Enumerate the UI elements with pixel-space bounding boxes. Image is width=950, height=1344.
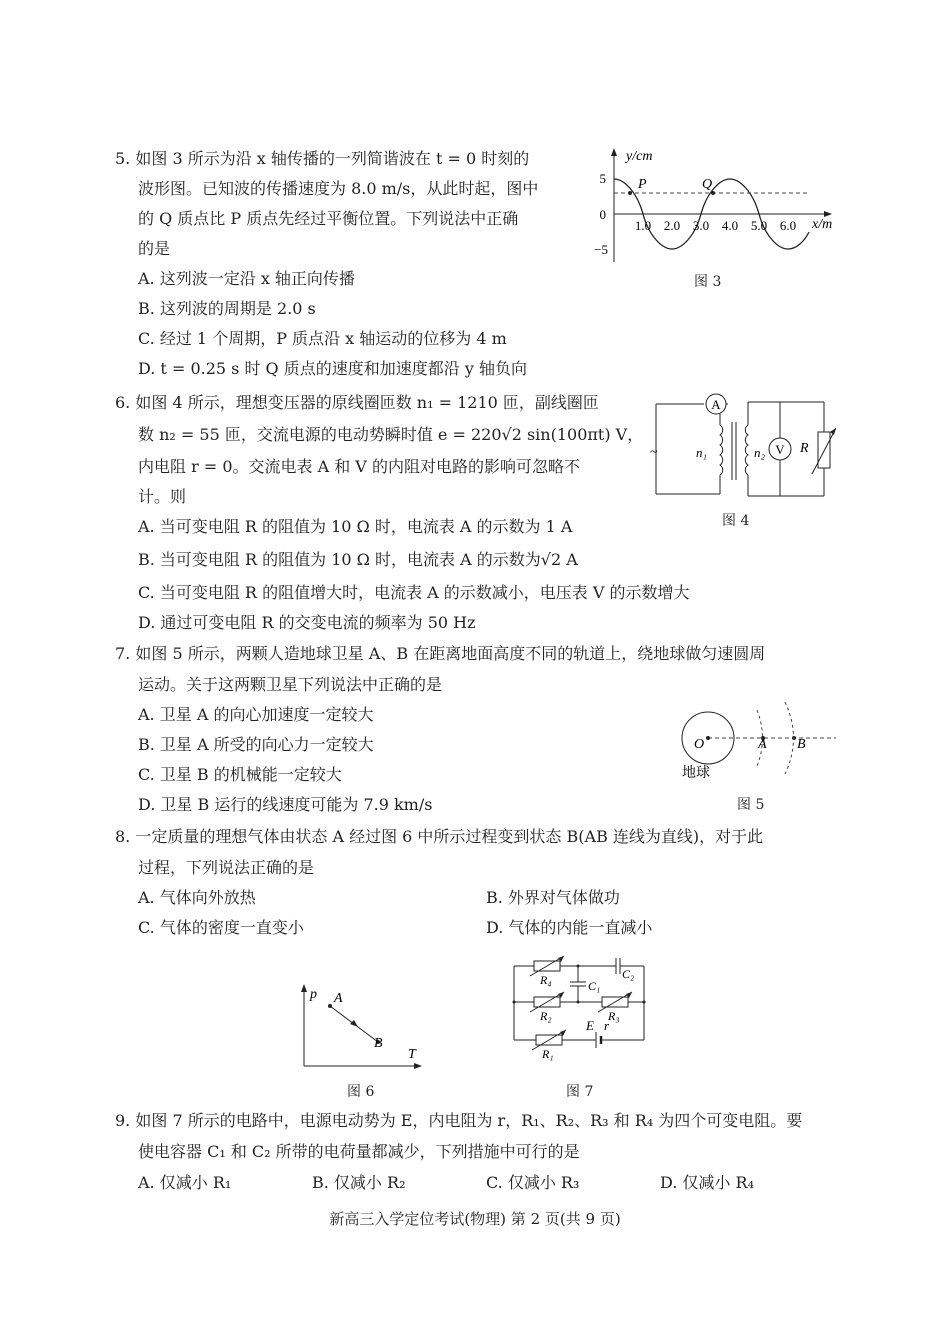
q6-line1: 6. 如图 4 所示，理想变压器的原线圈匝数 n₁ = 1210 匝，副线圈匝 [115, 393, 599, 412]
q6-option-b: B. 当可变电阻 R 的阻值为 10 Ω 时，电流表 A 的示数为√2 A [138, 550, 578, 569]
fig3-ytick-5: 5 [599, 171, 606, 186]
q5-line4: 的是 [138, 239, 171, 258]
fig7-c2-label: C₂ [622, 967, 635, 981]
n1-label: n₁ [696, 445, 708, 460]
fig3-xtick: 4.0 [721, 218, 739, 233]
fig3-ylabel: y/cm [626, 149, 653, 164]
fig6-state-a: A [334, 991, 343, 1006]
q9-line2: 使电容器 C₁ 和 C₂ 所带的电荷量都减少，下列措施中可行的是 [138, 1142, 580, 1161]
q8-option-b: B. 外界对气体做功 [486, 888, 620, 907]
q6-option-a: A. 当可变电阻 R 的阻值为 10 Ω 时，电流表 A 的示数为 1 A [138, 517, 573, 536]
fig3-xtick: 1.0 [634, 218, 652, 233]
q9-option-c: C. 仅减小 R₃ [486, 1173, 580, 1192]
fig5-caption: 图 5 [737, 797, 765, 813]
figure-6-p-t-graph [292, 980, 428, 1070]
fig5-earth-label: 地球 [682, 766, 710, 781]
fig3-point-p: P [638, 177, 647, 192]
q6-option-c: C. 当可变电阻 R 的阻值增大时，电流表 A 的示数减小，电压表 V 的示数增大 [138, 583, 690, 602]
q6-line2: 数 n₂ = 55 匝，交流电源的电动势瞬时值 e = 220√2 sin(100πt) V， [138, 425, 644, 444]
q5-line2: 波形图。已知波的传播速度为 8.0 m/s，从此时起，图中 [138, 179, 539, 198]
q5-line1: 5. 如图 3 所示为沿 x 轴传播的一列简谐波在 t = 0 时刻的 [115, 149, 530, 168]
fig7-r3-label: R₃ [608, 1009, 620, 1023]
page-footer: 新高三入学定位考试(物理) 第 2 页(共 9 页) [329, 1210, 621, 1228]
fig3-xtick: 6.0 [779, 218, 797, 233]
q5-option-d: D. t = 0.25 s 时 Q 质点的速度和加速度都沿 y 轴负向 [138, 359, 527, 378]
fig6-state-b: B [374, 1036, 383, 1051]
q5-option-a: A. 这列波一定沿 x 轴正向传播 [138, 269, 355, 288]
q7-option-c: C. 卫星 B 的机械能一定较大 [138, 765, 342, 784]
figure-3-wave-graph [592, 142, 842, 270]
ac-source-symbol: ~ [650, 445, 658, 460]
fig6-caption: 图 6 [347, 1084, 375, 1100]
fig7-c1-label: C₁ [588, 979, 601, 993]
voltmeter-label: V [775, 442, 785, 457]
q7-option-a: A. 卫星 A 的向心加速度一定较大 [138, 705, 374, 724]
q8-line2: 过程，下列说法正确的是 [138, 858, 315, 877]
fig7-r4-label: R₄ [540, 973, 552, 987]
fig5-center-o: O [694, 737, 705, 752]
figure-7-capacitor-circuit [506, 954, 652, 1066]
fig3-xlabel: x/m [812, 217, 833, 232]
fig3-point-q: Q [702, 177, 713, 192]
fig3-xtick: 3.0 [692, 218, 710, 233]
fig3-xtick: 2.0 [663, 218, 681, 233]
fig6-p-axis: p [310, 987, 317, 1002]
q9-line1: 9. 如图 7 所示的电路中，电源电动势为 E，内电阻为 r，R₁、R₂、R₃ 和 R₄ 为四个可变电阻。要 [115, 1111, 803, 1130]
q8-option-d: D. 气体的内能一直减小 [486, 918, 653, 937]
q5-option-c: C. 经过 1 个周期，P 质点沿 x 轴运动的位移为 4 m [138, 329, 507, 348]
q6-line3: 内电阻 r = 0。交流电表 A 和 V 的内阻对电路的影响可忽略不 [138, 457, 580, 476]
q7-option-d: D. 卫星 B 运行的线速度可能为 7.9 km/s [138, 795, 433, 814]
q7-line1: 7. 如图 5 所示，两颗人造地球卫星 A、B 在距离地面高度不同的轨道上，绕地球做匀速圆周 [115, 644, 766, 663]
fig3-ytick-0: 0 [599, 207, 606, 222]
q8-option-a: A. 气体向外放热 [138, 888, 256, 907]
q5-line3: 的 Q 质点比 P 质点先经过平衡位置。下列说法中正确 [138, 209, 519, 228]
fig7-r1-label: R₁ [542, 1047, 554, 1061]
ammeter-label: A [711, 397, 721, 412]
fig7-internal-r-label: r [604, 1018, 610, 1033]
fig4-caption: 图 4 [722, 513, 750, 529]
fig3-caption: 图 3 [694, 274, 722, 290]
q9-option-a: A. 仅减小 R₁ [138, 1173, 232, 1192]
fig7-caption: 图 7 [566, 1084, 594, 1100]
q8-option-c: C. 气体的密度一直变小 [138, 918, 304, 937]
q7-line2: 运动。关于这两颗卫星下列说法中正确的是 [138, 675, 443, 694]
figure-4-transformer-circuit [646, 390, 836, 500]
q9-option-d: D. 仅减小 R₄ [660, 1173, 754, 1192]
fig5-satellite-a: A [758, 737, 767, 752]
q6-line4: 计。则 [138, 487, 187, 506]
q5-option-b: B. 这列波的周期是 2.0 s [138, 299, 316, 318]
fig3-xtick: 5.0 [750, 218, 768, 233]
fig3-ytick-neg5: −5 [594, 242, 608, 257]
fig6-t-axis: T [408, 1047, 416, 1062]
fig5-satellite-b: B [797, 737, 806, 752]
q7-option-b: B. 卫星 A 所受的向心力一定较大 [138, 735, 374, 754]
fig7-r2-label: R₂ [540, 1009, 552, 1023]
rheostat-label: R [800, 441, 809, 456]
q8-line1: 8. 一定质量的理想气体由状态 A 经过图 6 中所示过程变到状态 B(AB 连线为直线)，对于此 [115, 827, 764, 846]
q6-option-d: D. 通过可变电阻 R 的交变电流的频率为 50 Hz [138, 613, 476, 632]
n2-label: n₂ [754, 445, 766, 460]
figure-5-satellites [672, 700, 842, 786]
fig7-emf-label: E [586, 1018, 594, 1033]
q9-option-b: B. 仅减小 R₂ [312, 1173, 406, 1192]
